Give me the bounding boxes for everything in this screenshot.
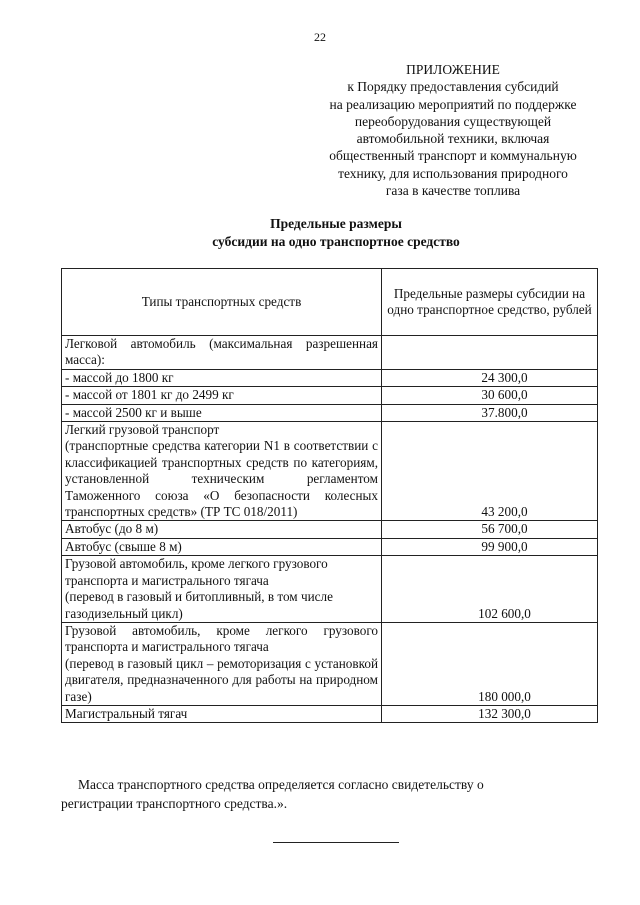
footnote-line2: регистрации транспортного средства.». — [61, 796, 288, 811]
vehicle-type-cell: Автобус (свыше 8 м) — [62, 538, 382, 555]
subsidy-value-cell: 99 900,0 — [382, 538, 598, 555]
header-vehicle-type: Типы транспортных средств — [62, 269, 382, 336]
subsidy-value-cell: 102 600,0 — [382, 556, 598, 623]
subsidy-value-cell: 30 600,0 — [382, 387, 598, 404]
table-row — [62, 422, 598, 521]
document-title-line2: субсидии на одно транспортное средство — [212, 233, 460, 249]
appendix-line: автомобильной техники, включая — [356, 131, 550, 147]
vehicle-type-cell: Грузовой автомобиль, кроме легкого грузового транспорта и магистрального тягача (перевод в газовый и битопливный, в том числе газодизельный цикл) — [62, 556, 382, 623]
vehicle-type-cell: Легковой автомобиль (максимальная разрешенная масса): — [62, 336, 382, 370]
subsidy-value-cell — [382, 336, 598, 370]
subsidy-value-cell: 180 000,0 — [382, 622, 598, 705]
subsidy-value-cell: 37.800,0 — [382, 404, 598, 421]
table-row — [62, 556, 598, 623]
table-header-row — [62, 269, 598, 336]
table-row — [62, 705, 598, 722]
vehicle-type-cell: Магистральный тягач — [62, 705, 382, 722]
appendix-header — [305, 61, 601, 199]
table-row — [62, 404, 598, 421]
header-subsidy-limit: Предельные размеры субсидии на одно транспортное средство, рублей — [382, 269, 598, 336]
footnote-line1: Масса транспортного средства определяется согласно свидетельству о — [78, 777, 484, 792]
vehicle-type-cell: - массой до 1800 кг — [62, 369, 382, 386]
vehicle-type-cell: - массой 2500 кг и выше — [62, 404, 382, 421]
table-row — [62, 622, 598, 705]
vehicle-type-cell: Автобус (до 8 м) — [62, 521, 382, 538]
footnote-paragraph — [61, 775, 595, 813]
appendix-line: общественный транспорт и коммунальную — [329, 148, 577, 164]
appendix-line: к Порядку предоставления субсидий — [347, 79, 559, 95]
closing-rule — [273, 842, 399, 843]
table-row — [62, 538, 598, 555]
subsidy-value-cell: 24 300,0 — [382, 369, 598, 386]
page-number: 22 — [314, 30, 326, 44]
document-title-line1: Предельные размеры — [270, 216, 402, 231]
vehicle-type-cell: Легкий грузовой транспорт (транспортные средства категории N1 в соответствии с классификацией транспортных средств по категориям, установленной техническим регламентом Таможенного союза «О безопасности колесных транспортных средств» (ТР ТС 018/2011) — [62, 422, 382, 521]
subsidy-table — [61, 268, 598, 723]
vehicle-type-cell: Грузовой автомобиль, кроме легкого грузового транспорта и магистрального тягача (перевод в газовый цикл – ремоторизация с установкой двигателя, предназначенного для работы на природном газе) — [62, 622, 382, 705]
table-row — [62, 387, 598, 404]
subsidy-value-cell: 43 200,0 — [382, 422, 598, 521]
table-row — [62, 336, 598, 370]
document-title — [0, 215, 640, 250]
table-row — [62, 521, 598, 538]
subsidy-value-cell: 56 700,0 — [382, 521, 598, 538]
vehicle-type-cell: - массой от 1801 кг до 2499 кг — [62, 387, 382, 404]
subsidy-value-cell: 132 300,0 — [382, 705, 598, 722]
appendix-line: переоборудования существующей — [354, 113, 552, 129]
appendix-line: на реализацию мероприятий по поддержке — [329, 96, 577, 112]
appendix-line: газа в качестве топлива — [385, 183, 521, 199]
appendix-line: технику, для использования природного — [338, 165, 568, 181]
appendix-line: ПРИЛОЖЕНИЕ — [406, 62, 500, 77]
table-row — [62, 369, 598, 386]
